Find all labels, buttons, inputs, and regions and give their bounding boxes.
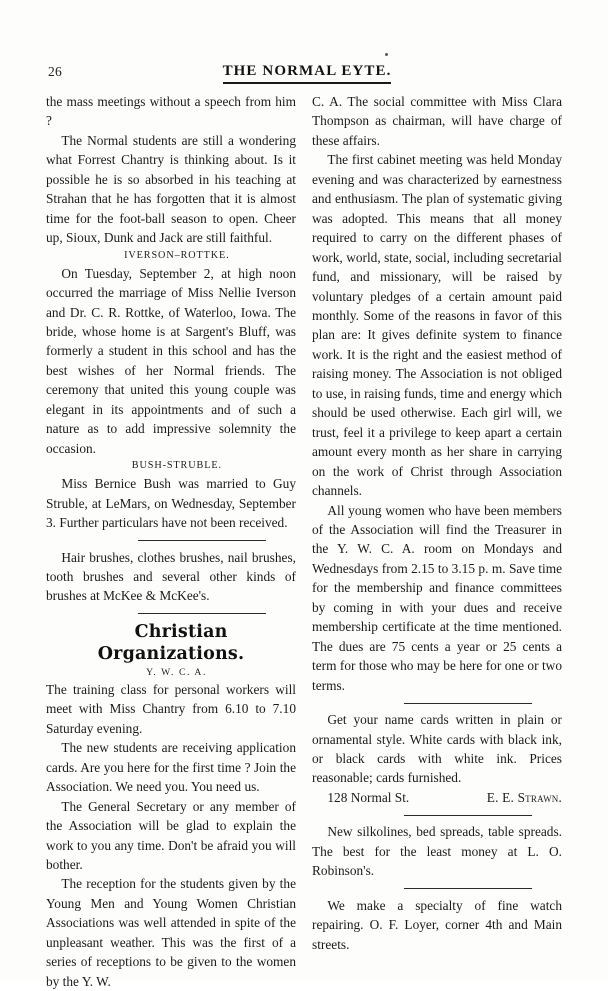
right-column (312, 92, 562, 954)
publication-title: THE NORMAL EYTE. (223, 63, 392, 84)
section-divider-rule (138, 613, 266, 614)
section-heading-christian-organizations: Christian Organizations. (97, 621, 245, 664)
advertisement-brushes: Hair brushes, clothes brushes, nail brushes, tooth brushes and several other kinds of brushes at McKee & McKee's. (46, 549, 296, 604)
para-bush-struble-wedding: Miss Bernice Bush was married to Guy Struble, at LeMars, on Wednesday, September 3. Further particulars have not been received. (46, 476, 296, 531)
running-head-title-wrap (48, 62, 566, 84)
running-head (48, 62, 566, 88)
advertisement-name-cards-footer (312, 788, 562, 807)
page-number: 26 (48, 64, 63, 79)
section-divider-rule (404, 888, 532, 889)
subhead-iverson-rottke: IVERSON–ROTTKE. (124, 249, 230, 261)
advertiser-name: E. E. Strawn. (486, 789, 562, 805)
para-training-class: The training class for personal workers will meet with Miss Chantry from 6.10 to 7.10 Saturday evening. (46, 681, 296, 736)
para-reception: The reception for the students given by the Young Men and Young Women Christian Associations was well attended in spite of the unpleasant weather. This was the first of a series of receptions to be given to the women by the Y. W. (46, 876, 296, 989)
left-column (46, 92, 296, 991)
advertisement-silkolines: New silkolines, bed spreads, table spreads. The best for the least money at L. O. Robinson's. (312, 824, 562, 879)
para-treasurer-office-hours: All young women who have been members of the Association will find the Treasurer in the Y. W. C. A. room on Mondays and Wednesdays from 2.15 to 3.15 p. m. Save time for the membership and finance committees by coming in with your dues and receive membership certificate at the time mentioned. The dues are 75 cents a year or 25 cents a term for those who may be here for one or two terms. (312, 502, 562, 693)
two-column-body (46, 92, 562, 991)
para-first-cabinet-meeting: The first cabinet meeting was held Monday evening and was characterized by earnestness and enthusiasm. The plan of systematic giving was adopted. This means that all money required to carry on the different phases of work, world, state, social, including secretarial fund, and missionary, will be raised by voluntary pledges of a certain amount paid monthly. Some of the reasons in favor of this plan are: It gives definite system to finance work. It is the right and the easiest method of raising money. The Association is not obliged to use, in raising funds, time and energy which should be used otherwise. Each girl will, we trust, feel it a privilege to keep apart a certain amount every month as her share in carrying on the work of Christ through Association channels. (312, 152, 562, 499)
para-new-students: The new students are receiving application cards. Are you here for the first time ? Join the Association. We need you. You need us. (46, 740, 296, 795)
para-iverson-rottke-wedding: On Tuesday, September 2, at high noon occurred the marriage of Miss Nellie Iverson and Dr. C. R. Rottke, of Waterloo, Iowa. The bride, whose home is at Sargent's Bluff, was formerly a student in this school and has the best wishes of her Normal friends. The ceremony that united this young couple was elegant in its appointments and of such a nature as to add impressive solemnity the occasion. (46, 265, 296, 456)
section-divider-rule (404, 703, 532, 704)
subhead-bush-struble: BUSH-STRUBLE. (131, 460, 222, 472)
section-divider-rule (138, 540, 266, 541)
section-divider-rule (404, 815, 532, 816)
para-general-secretary: The General Secretary or any member of the Association will be glad to explain the work to you any time. Don't be afraid you will bother. (46, 798, 296, 872)
para-social-committee: C. A. The social committee with Miss Clara Thompson as chairman, will have charge of these affairs. (312, 94, 562, 148)
para-forrest-chantry: The Normal students are still a wondering what Forrest Chantry is thinking about. Is it possible he is so absorbed in his teaching at Strahan that he has forgotten that it is almost time for the foot-ball season to open. Cheer up, Sioux, Dunk and Jack are still faithful. (46, 132, 296, 246)
advertisement-name-cards: Get your name cards written in plain or ornamental style. White cards with black ink, or black cards with white ink. Prices reasonable; cards furnished. (312, 712, 562, 786)
para-mass-meetings: the mass meetings without a speech from him ? (46, 94, 296, 129)
subheading-ywca: Y. W. C. A. (146, 666, 207, 678)
advertiser-address: 128 Normal St. (327, 789, 410, 805)
advertisement-watch-repair: We make a specialty of fine watch repairing. O. F. Loyer, corner 4th and Main streets. (312, 897, 562, 952)
scan-artifact-speck (385, 53, 388, 56)
